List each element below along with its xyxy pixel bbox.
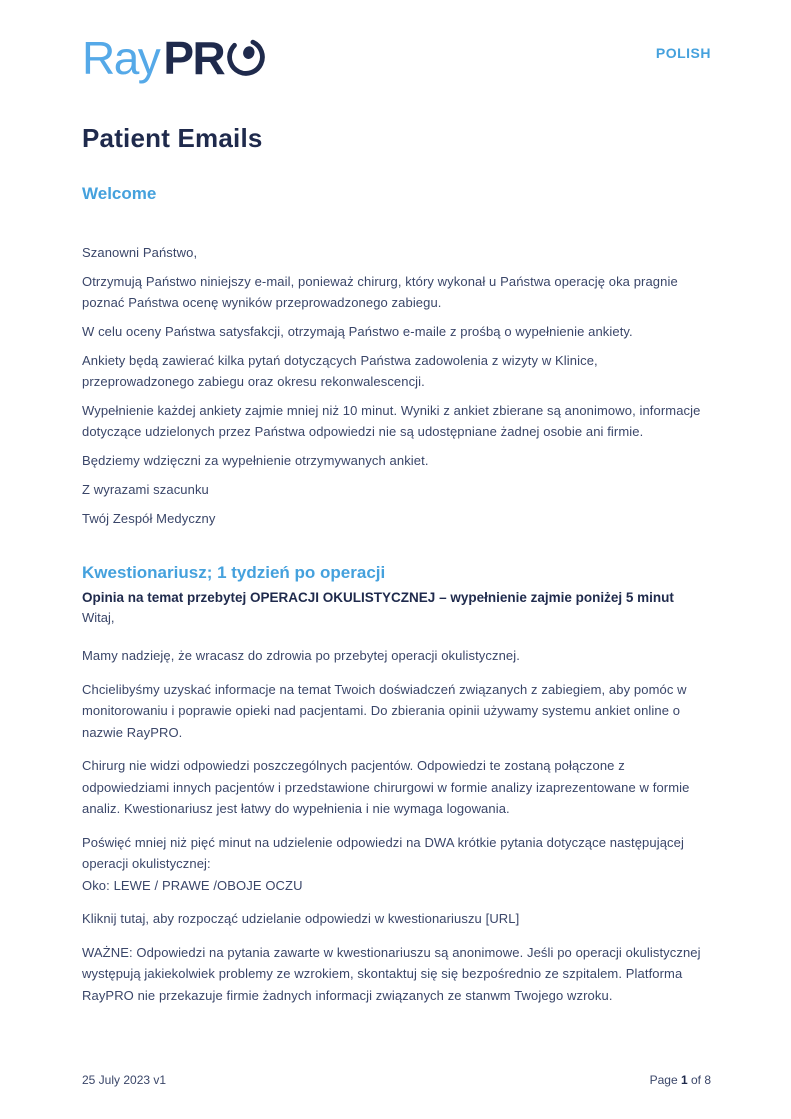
paragraph: Wypełnienie każdej ankiety zajmie mniej niż 10 minut. Wyniki z ankiet zbierane są anonimowo, informacje dotyczące udzielonych przez Państwa odpowiedzi nie są udostępniane żadnej osobie ani firmie. [82,403,701,439]
welcome-section [82,242,709,529]
logo-word-ray: Ray [82,31,160,84]
page-title: Patient Emails [82,123,263,153]
paragraph: Szanowni Państwo, [82,245,198,260]
paragraph: W celu oceny Państwa satysfakcji, otrzymają Państwo e-maile z prośbą o wypełnienie ankiety. [82,324,633,339]
language-label: POLISH [655,45,711,61]
paragraph: Ankiety będą zawierać kilka pytań dotyczących Państwa zadowolenia z wizyty w Klinice, przeprowadzonego zabiegu oraz okresu rekonwalescencji. [82,353,598,389]
time-note: Poświęć mniej niż pięć minut na udzielenie odpowiedzi na DWA krótkie pytania dotyczące następującej operacji okulistycznej: [82,834,684,871]
version-date: 25 July 2023 v1 [82,1073,167,1087]
page-label: Page [649,1073,681,1087]
eye-icon [226,37,266,81]
questionnaire-cta-line: Kliknij tutaj, aby rozpocząć udzielanie odpowiedzi w kwestionariuszu [URL] [82,911,520,926]
document-body [0,123,791,1006]
welcome-section-heading: Welcome [82,184,157,203]
page-footer [82,1073,711,1087]
signature: Twój Zespół Medyczny [82,511,216,526]
page-number: 1 [680,1073,688,1087]
sign-off: Z wyrazami szacunku [82,482,209,497]
paragraph: Mamy nadzieję, że wracasz do zdrowia po przebytej operacji okulistycznej. [82,648,520,663]
paragraph: Będziemy wdzięczni za wypełnienie otrzymywanych ankiet. [82,453,429,468]
eye-options-line: Oko: LEWE / PRAWE /OBOJE OCZU [82,877,303,893]
questionnaire-section [82,645,709,1006]
paragraph: Chirurg nie widzi odpowiedzi poszczególnych pacjentów. Odpowiedzi te zostaną połączone z odpowiedziami innych pacjentów i przedstawione chirurgowi w formie analizy izaprezentowane w formie analiz. Kwestionariusz jest łatwy do wypełnienia i nie wymaga logowania. [82,758,690,816]
raypro-logo [82,31,266,84]
paragraph: Otrzymują Państwo niniejszy e-mail, ponieważ chirurg, który wykonał u Państwa operację oka pragnie poznać Państwa ocenę wyników przeprowadzonego zabiegu. [82,274,678,310]
page-indicator [650,1073,711,1087]
email-subject-line: Opinia na temat przebytej OPERACJI OKULISTYCZNEJ – wypełnienie zajmie poniżej 5 minut [82,590,674,605]
paragraph: Chcielibyśmy uzyskać informacje na temat Twoich doświadczeń związanych z zabiegiem, aby pomóc w monitorowaniu i poprawie opieki nad pacjentami. Do zbierania opinii używamy systemu ankiet online o nazwie RayPRO. [82,681,687,740]
page-header [0,0,791,84]
salutation: Witaj, [82,610,115,625]
logo-word-pr: PR [163,31,225,84]
questionnaire-section-heading: Kwestionariusz; 1 tydzień po operacji [82,563,386,582]
page-total: of 8 [687,1073,711,1087]
important-note: WAŻNE: Odpowiedzi na pytania zawarte w kwestionariuszu są anonimowe. Jeśli po operacji okulistycznej występują jakiekolwiek problemy ze wzrokiem, skontaktuj się się bezpośrednio ze szpitalem. Platforma RayPRO nie przekazuje firmie żadnych informacji związanych ze stanwm Twojego wzroku. [82,944,701,1003]
